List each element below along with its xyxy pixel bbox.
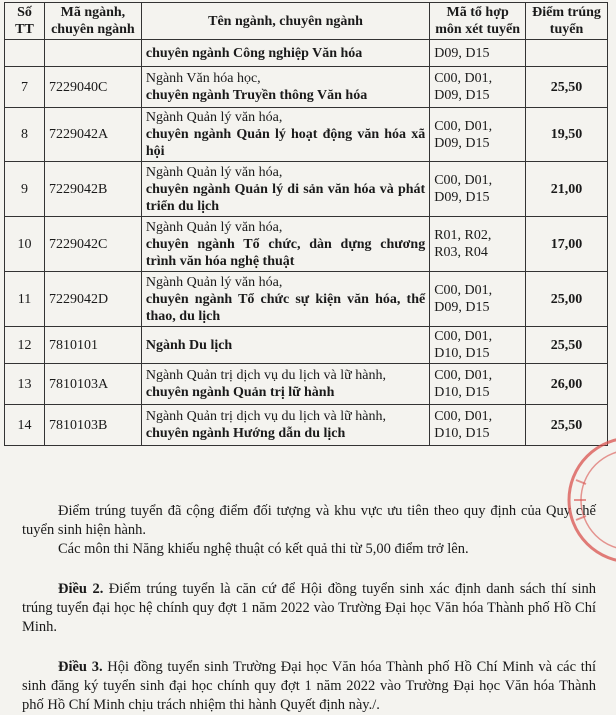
table-row xyxy=(5,108,608,162)
program-major-line: Ngành Quản lý văn hóa, xyxy=(145,274,283,290)
combination-line: D09, D15 xyxy=(434,300,490,315)
continued-combination: D09, D15 xyxy=(430,40,526,67)
table-row xyxy=(5,217,608,272)
program-major-line: Ngành Quản lý văn hóa, xyxy=(145,164,283,180)
admission-score: 25,00 xyxy=(526,272,608,327)
program-name xyxy=(141,67,429,108)
article-2-text: Điểm trúng tuyển là căn cứ để Hội đồng tuyển sinh xác định danh sách thí sinh trúng tuyển đại học hệ chính quy đợt 1 năm 2022 vào Trường Đại học Văn hóa Thành phố Hồ Chí Minh. xyxy=(22,581,596,635)
article-3-label: Điều 3. xyxy=(58,659,103,675)
table-row-continued xyxy=(5,40,608,67)
table-row xyxy=(5,327,608,364)
combination-line: D09, D15 xyxy=(434,135,490,151)
program-specialization-line: chuyên ngành Truyền thông Văn hóa xyxy=(145,88,368,103)
subject-combination xyxy=(430,364,526,405)
header-score: Điểm trúng tuyển xyxy=(526,3,608,40)
header-code: Mã ngành, chuyên ngành xyxy=(44,3,141,40)
subject-combination xyxy=(430,67,526,108)
table-header-row xyxy=(5,3,608,40)
subject-combination xyxy=(430,327,526,364)
program-code: 7229042C xyxy=(44,217,141,272)
continued-name: chuyên ngành Công nghiệp Văn hóa xyxy=(141,40,429,67)
combination-line: D09, D15 xyxy=(434,190,490,205)
admission-scores-table xyxy=(4,2,608,446)
row-number: 14 xyxy=(5,405,45,446)
row-number: 8 xyxy=(5,108,45,162)
row-number: 9 xyxy=(5,162,45,217)
combination-line: D10, D15 xyxy=(434,346,490,361)
combination-line: R01, R02, xyxy=(434,228,492,243)
program-name xyxy=(141,272,429,327)
program-name xyxy=(141,327,429,364)
program-major-line: Ngành Quản lý văn hóa, xyxy=(145,110,283,125)
header-name: Tên ngành, chuyên ngành xyxy=(141,3,429,40)
row-number: 12 xyxy=(5,327,45,364)
subject-combination xyxy=(430,217,526,272)
subject-combination xyxy=(430,405,526,446)
note-aptitude: Các môn thi Năng khiếu nghệ thuật có kết quả thi từ 5,00 điểm trở lên. xyxy=(58,541,469,557)
program-code: 7810103A xyxy=(44,364,141,405)
header-no: Số TT xyxy=(5,3,45,40)
combination-line: R03, R04 xyxy=(434,245,488,260)
admission-score: 25,50 xyxy=(526,327,608,364)
program-specialization-line: chuyên ngành Tổ chức, dàn dựng chương trình văn hóa nghệ thuật xyxy=(145,236,426,269)
program-major-line: Ngành Quản trị dịch vụ du lịch và lữ hành, xyxy=(145,368,386,383)
program-name xyxy=(141,217,429,272)
article-2 xyxy=(22,580,596,637)
combination-line: D10, D15 xyxy=(434,385,490,400)
program-code: 7229042D xyxy=(44,272,141,327)
program-specialization-line: chuyên ngành Tổ chức sự kiện văn hóa, thể thao, du lịch xyxy=(145,291,426,324)
subject-combination xyxy=(430,108,526,162)
admission-score: 26,00 xyxy=(526,364,608,405)
admission-score: 21,00 xyxy=(526,162,608,217)
decision-notes xyxy=(22,502,596,715)
program-code: 7810101 xyxy=(44,327,141,364)
program-code: 7229040C xyxy=(44,67,141,108)
table-row xyxy=(5,405,608,446)
combination-line: C00, D01, xyxy=(434,329,493,344)
header-combination: Mã tổ hợp môn xét tuyển xyxy=(430,3,526,40)
program-specialization-line: chuyên ngành Quản lý hoạt động văn hóa xã hội xyxy=(145,127,426,159)
combination-line: C00, D01, xyxy=(434,118,493,134)
table-row xyxy=(5,162,608,217)
combination-line: C00, D01, xyxy=(434,368,493,383)
program-specialization-line: chuyên ngành Quản lý di sản văn hóa và phát triển du lịch xyxy=(145,181,426,214)
article-3 xyxy=(22,658,596,715)
row-number: 13 xyxy=(5,364,45,405)
article-3-text: Hội đồng tuyển sinh Trường Đại học Văn hóa Thành phố Hồ Chí Minh và các thí sinh đăng ký tuyển sinh đại học chính quy đợt 1 năm 2022 vào Trường Đại học Văn hóa Thành phố Hồ Chí Minh chịu trách nhiệm thi hành Quyết định này./. xyxy=(22,659,597,713)
combination-line: D10, D15 xyxy=(434,426,490,441)
program-major-line: Ngành Quản trị dịch vụ du lịch và lữ hành, xyxy=(145,409,386,424)
program-name xyxy=(141,162,429,217)
admission-score: 19,50 xyxy=(526,108,608,162)
program-name xyxy=(141,364,429,405)
article-2-label: Điều 2. xyxy=(58,581,104,597)
row-number: 10 xyxy=(5,217,45,272)
table-row xyxy=(5,67,608,108)
row-number: 7 xyxy=(5,67,45,108)
program-code: 7229042B xyxy=(44,162,141,217)
program-major-line: Ngành Quản lý văn hóa, xyxy=(145,219,283,235)
admission-score: 25,50 xyxy=(526,405,608,446)
program-code: 7810103B xyxy=(44,405,141,446)
admission-score: 25,50 xyxy=(526,67,608,108)
program-major-line: Ngành Văn hóa học, xyxy=(145,71,261,86)
table-row xyxy=(5,272,608,327)
combination-line: C00, D01, xyxy=(434,173,493,188)
table-row xyxy=(5,364,608,405)
program-specialization-line: chuyên ngành Hướng dẫn du lịch xyxy=(145,426,346,441)
combination-line: C00, D01, xyxy=(434,283,493,298)
subject-combination xyxy=(430,272,526,327)
program-name xyxy=(141,108,429,162)
combination-line: D09, D15 xyxy=(434,88,490,103)
red-seal-stamp-icon xyxy=(556,420,616,580)
admission-score: 17,00 xyxy=(526,217,608,272)
combination-line: C00, D01, xyxy=(434,409,493,424)
program-code: 7229042A xyxy=(44,108,141,162)
combination-line: C00, D01, xyxy=(434,71,493,86)
program-specialization-line: chuyên ngành Quản trị lữ hành xyxy=(145,385,335,400)
program-name xyxy=(141,405,429,446)
row-number: 11 xyxy=(5,272,45,327)
subject-combination xyxy=(430,162,526,217)
program-specialization-line: Ngành Du lịch xyxy=(145,337,233,353)
note-priority: Điểm trúng tuyển đã cộng điểm đối tượng và khu vực ưu tiên theo quy định của Quy chế tuyển sinh hiện hành. xyxy=(22,503,596,538)
